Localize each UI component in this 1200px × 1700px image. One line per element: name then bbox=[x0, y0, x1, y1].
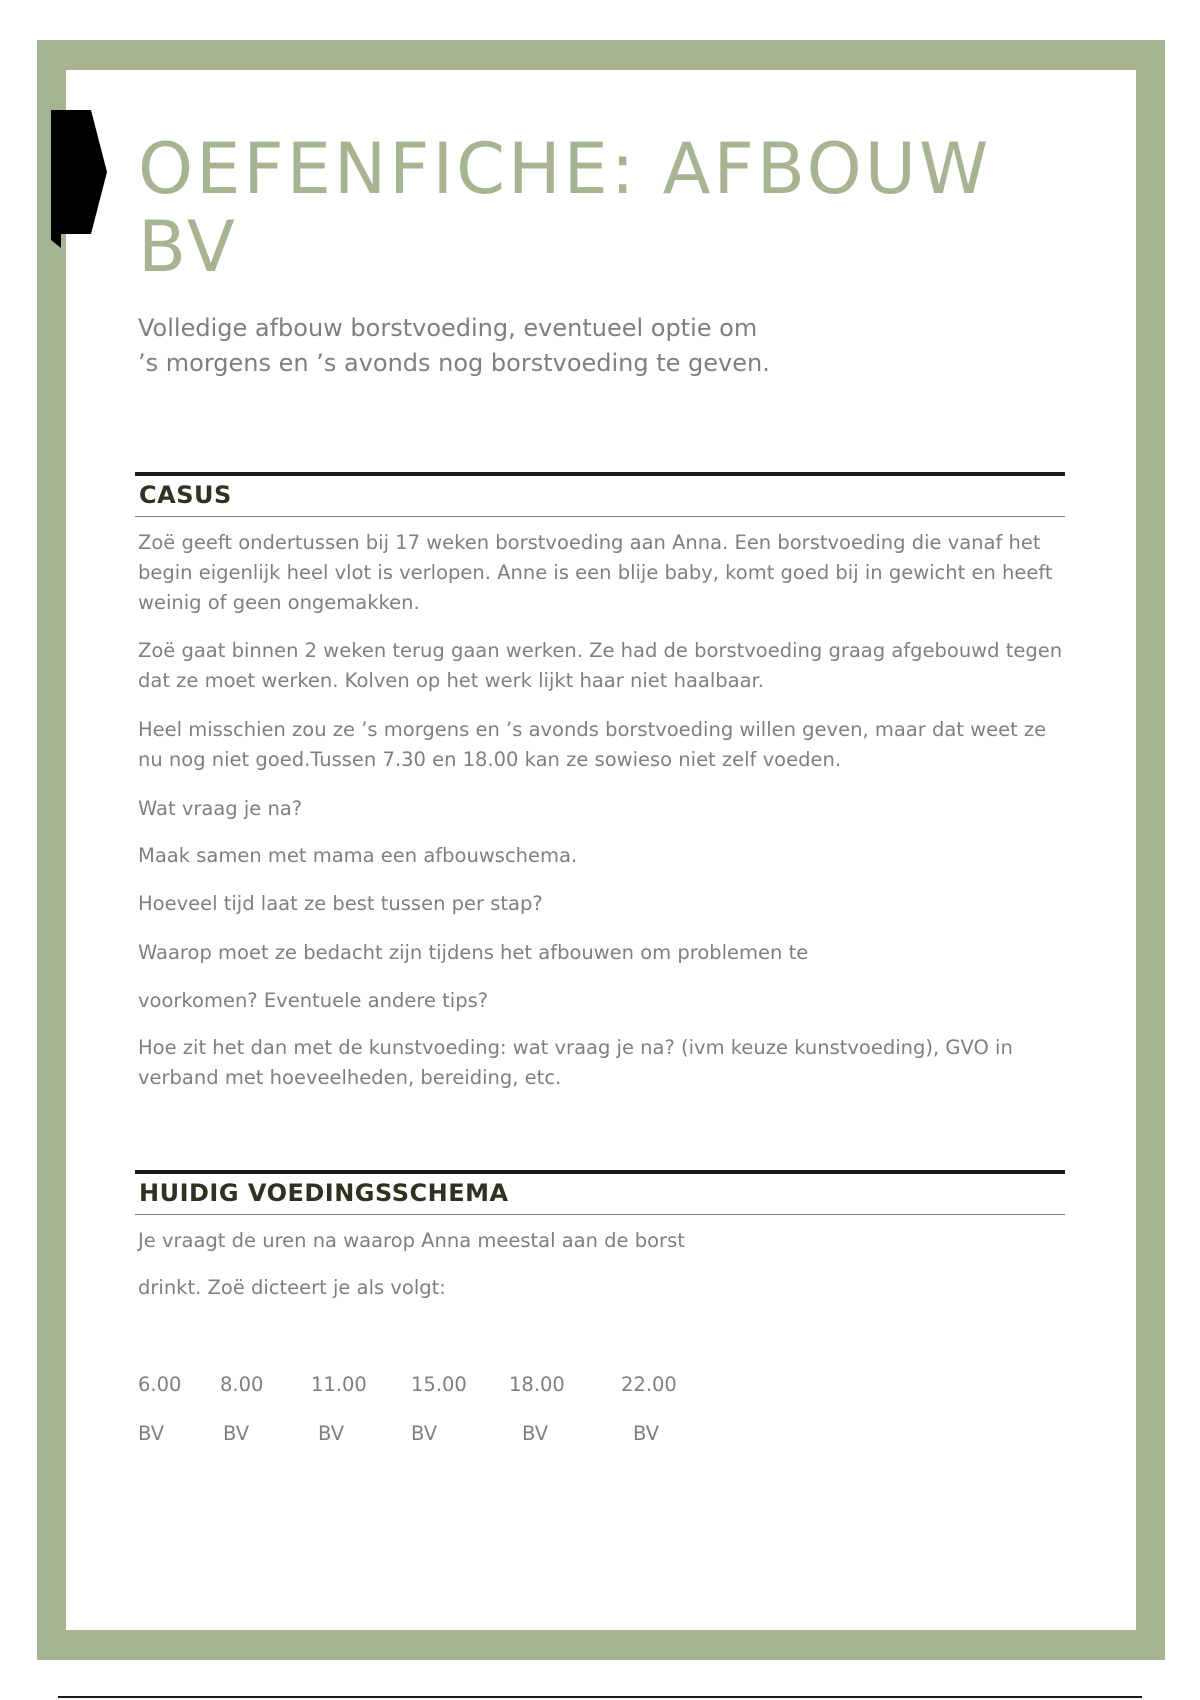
schedule-label: BV bbox=[138, 1422, 165, 1445]
schedule-time: 8.00 bbox=[220, 1373, 264, 1396]
section-rule-bottom bbox=[135, 1214, 1065, 1215]
casus-paragraph-3: Heel misschien zou ze ’s morgens en ’s avonds borstvoeding willen geven, maar dat weet ze nu nog niet goed.Tussen 7.30 en 18.00 kan ze sowieso niet zelf voeden. bbox=[138, 718, 1047, 771]
casus-question-4-line-1: Waarop moet ze bedacht zijn tijdens het afbouwen om problemen te bbox=[138, 941, 809, 964]
casus-question-2: Maak samen met mama een afbouwschema. bbox=[138, 844, 578, 867]
page-title: OEFENFICHE: AFBOUW BV bbox=[138, 128, 992, 288]
schedule-time: 15.00 bbox=[411, 1373, 467, 1396]
bookmark-tab-icon bbox=[51, 110, 107, 248]
casus-section-header bbox=[135, 472, 1065, 517]
casus-paragraph-2: Zoë gaat binnen 2 weken terug gaan werken. Ze had de borstvoeding graag afgebouwd tegen dat ze moet werken. Kolven op het werk lijkt haar niet haalbaar. bbox=[138, 639, 1063, 692]
schedule-time: 18.00 bbox=[509, 1373, 565, 1396]
casus-question-4-line-2: voorkomen? Eventuele andere tips? bbox=[138, 989, 489, 1012]
schema-section-header bbox=[135, 1170, 1065, 1215]
casus-paragraph-1: Zoë geeft ondertussen bij 17 weken borstvoeding aan Anna. Een borstvoeding die vanaf het begin eigenlijk heel vlot is verlopen. Anne is een blije baby, komt goed bij in gewicht en heeft weinig of geen ongemakken. bbox=[138, 531, 1053, 614]
schedule-label: BV bbox=[633, 1422, 660, 1445]
casus-question-3: Hoeveel tijd laat ze best tussen per stap? bbox=[138, 892, 543, 915]
casus-heading: CASUS bbox=[139, 481, 232, 509]
schedule-label: BV bbox=[318, 1422, 345, 1445]
page-subtitle: Volledige afbouw borstvoeding, eventueel optie om ’s morgens en ’s avonds nog borstvoeding te geven. bbox=[138, 314, 770, 377]
casus-question-1: Wat vraag je na? bbox=[138, 797, 303, 820]
footer-rule bbox=[58, 1696, 1142, 1698]
schema-intro-line-2: drinkt. Zoë dicteert je als volgt: bbox=[138, 1276, 446, 1299]
schedule-label: BV bbox=[223, 1422, 250, 1445]
schedule-time: 22.00 bbox=[621, 1373, 677, 1396]
casus-question-5: Hoe zit het dan met de kunstvoeding: wat vraag je na? (ivm keuze kunstvoeding), GVO in verband met hoeveelheden, bereiding, etc. bbox=[138, 1036, 1013, 1089]
schedule-label: BV bbox=[411, 1422, 438, 1445]
schedule-time: 11.00 bbox=[311, 1373, 367, 1396]
section-rule-bottom bbox=[135, 516, 1065, 517]
schema-heading: HUIDIG VOEDINGSSCHEMA bbox=[139, 1179, 509, 1207]
schema-intro-line-1: Je vraagt de uren na waarop Anna meestal aan de borst bbox=[138, 1229, 685, 1252]
schedule-time: 6.00 bbox=[138, 1373, 182, 1396]
schedule-label: BV bbox=[522, 1422, 549, 1445]
